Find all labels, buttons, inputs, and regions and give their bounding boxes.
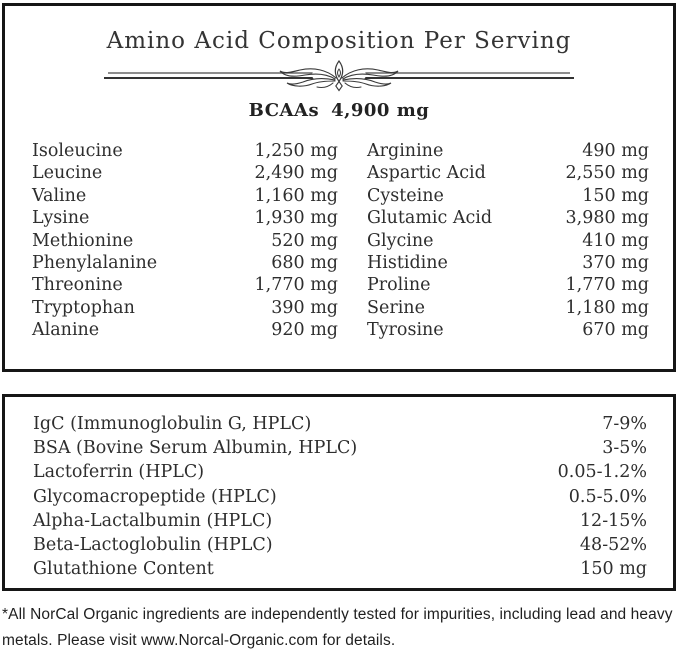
amino-row — [32, 185, 338, 207]
amino-name: Phenylalanine — [32, 253, 158, 274]
amino-name: Glutamic Acid — [367, 208, 493, 229]
amino-value: 1,250 mg — [254, 141, 338, 161]
fraction-label: IgC (Immunoglobulin G, HPLC) — [33, 414, 312, 434]
amino-row — [367, 185, 649, 207]
fractions-table — [33, 412, 647, 581]
fraction-label: BSA (Bovine Serum Albumin, HPLC) — [33, 438, 358, 459]
fraction-value: 3-5% — [602, 438, 647, 459]
amino-row — [367, 162, 649, 184]
amino-row — [32, 252, 338, 274]
amino-row — [367, 297, 649, 319]
fraction-value: 150 mg — [580, 559, 647, 580]
amino-name: Leucine — [32, 163, 103, 184]
amino-name: Histidine — [367, 253, 448, 274]
fraction-value: 0.5-5.0% — [568, 486, 647, 507]
bcaas-label: BCAAs — [248, 100, 320, 121]
amino-value: 920 mg — [271, 320, 338, 341]
amino-value: 390 mg — [271, 297, 338, 318]
amino-row — [367, 207, 649, 229]
amino-row — [32, 140, 338, 162]
fraction-row — [33, 557, 647, 581]
amino-value: 680 mg — [271, 253, 338, 274]
amino-value: 150 mg — [582, 185, 649, 206]
amino-row — [32, 207, 338, 229]
amino-row — [32, 274, 338, 296]
protein-fractions-panel — [2, 394, 676, 591]
amino-name: Proline — [367, 275, 431, 296]
amino-column-right — [367, 140, 649, 342]
amino-name: Arginine — [367, 141, 444, 161]
fraction-row — [33, 412, 647, 436]
amino-name: Serine — [367, 297, 425, 318]
fraction-label: Lactoferrin (HPLC) — [33, 462, 205, 483]
amino-value: 370 mg — [582, 253, 649, 274]
amino-name: Isoleucine — [32, 141, 123, 161]
amino-value: 1,930 mg — [254, 208, 338, 229]
fraction-row — [33, 436, 647, 460]
panel-title: Amino Acid Composition Per Serving — [106, 28, 572, 54]
amino-value: 490 mg — [582, 141, 649, 161]
amino-name: Tryptophan — [32, 297, 135, 318]
amino-name: Glycine — [367, 230, 434, 251]
bcaas-value: 4,900 mg — [331, 100, 430, 121]
amino-value: 2,550 mg — [565, 163, 649, 184]
amino-name: Cysteine — [367, 185, 444, 206]
amino-row — [32, 230, 338, 252]
amino-row — [32, 162, 338, 184]
amino-value: 670 mg — [582, 320, 649, 341]
amino-table — [32, 140, 649, 342]
amino-row — [367, 319, 649, 341]
amino-value: 1,160 mg — [254, 185, 338, 206]
amino-acid-panel — [2, 3, 676, 372]
amino-value: 410 mg — [582, 230, 649, 251]
fraction-row — [33, 533, 647, 557]
amino-row — [367, 274, 649, 296]
fraction-row — [33, 460, 647, 484]
amino-name: Tyrosine — [367, 320, 444, 341]
amino-row — [367, 140, 649, 162]
amino-name: Alanine — [32, 320, 100, 341]
amino-row — [367, 252, 649, 274]
amino-value: 1,770 mg — [565, 275, 649, 296]
amino-value: 1,770 mg — [254, 275, 338, 296]
amino-value: 1,180 mg — [565, 297, 649, 318]
amino-name: Valine — [32, 185, 87, 206]
title-divider — [5, 58, 673, 98]
amino-value: 520 mg — [271, 230, 338, 251]
fraction-value: 48-52% — [579, 535, 647, 556]
disclaimer-footnote: *All NorCal Organic ingredients are independently tested for impurities, including lead and heavy metals. Please visit www.Norcal-Organic.com for details. — [2, 606, 673, 649]
amino-row — [32, 297, 338, 319]
fraction-label: Beta-Lactoglobulin (HPLC) — [33, 535, 273, 556]
fraction-label: Glutathione Content — [33, 559, 214, 580]
fraction-row — [33, 485, 647, 509]
fraction-label: Glycomacropeptide (HPLC) — [33, 486, 277, 507]
amino-row — [32, 319, 338, 341]
amino-value: 2,490 mg — [254, 163, 338, 184]
bcaas-total — [5, 100, 673, 121]
amino-column-left — [32, 140, 338, 342]
amino-name: Threonine — [32, 275, 123, 296]
amino-name: Lysine — [32, 208, 90, 229]
fraction-row — [33, 509, 647, 533]
fraction-value: 12-15% — [579, 510, 647, 531]
amino-name: Methionine — [32, 230, 134, 251]
fraction-label: Alpha-Lactalbumin (HPLC) — [33, 510, 273, 531]
amino-name: Aspartic Acid — [367, 163, 486, 184]
fraction-value: 7-9% — [602, 414, 647, 434]
amino-value: 3,980 mg — [565, 208, 649, 229]
floral-flourish-icon — [104, 58, 574, 94]
fraction-value: 0.05-1.2% — [557, 462, 647, 483]
amino-row — [367, 230, 649, 252]
